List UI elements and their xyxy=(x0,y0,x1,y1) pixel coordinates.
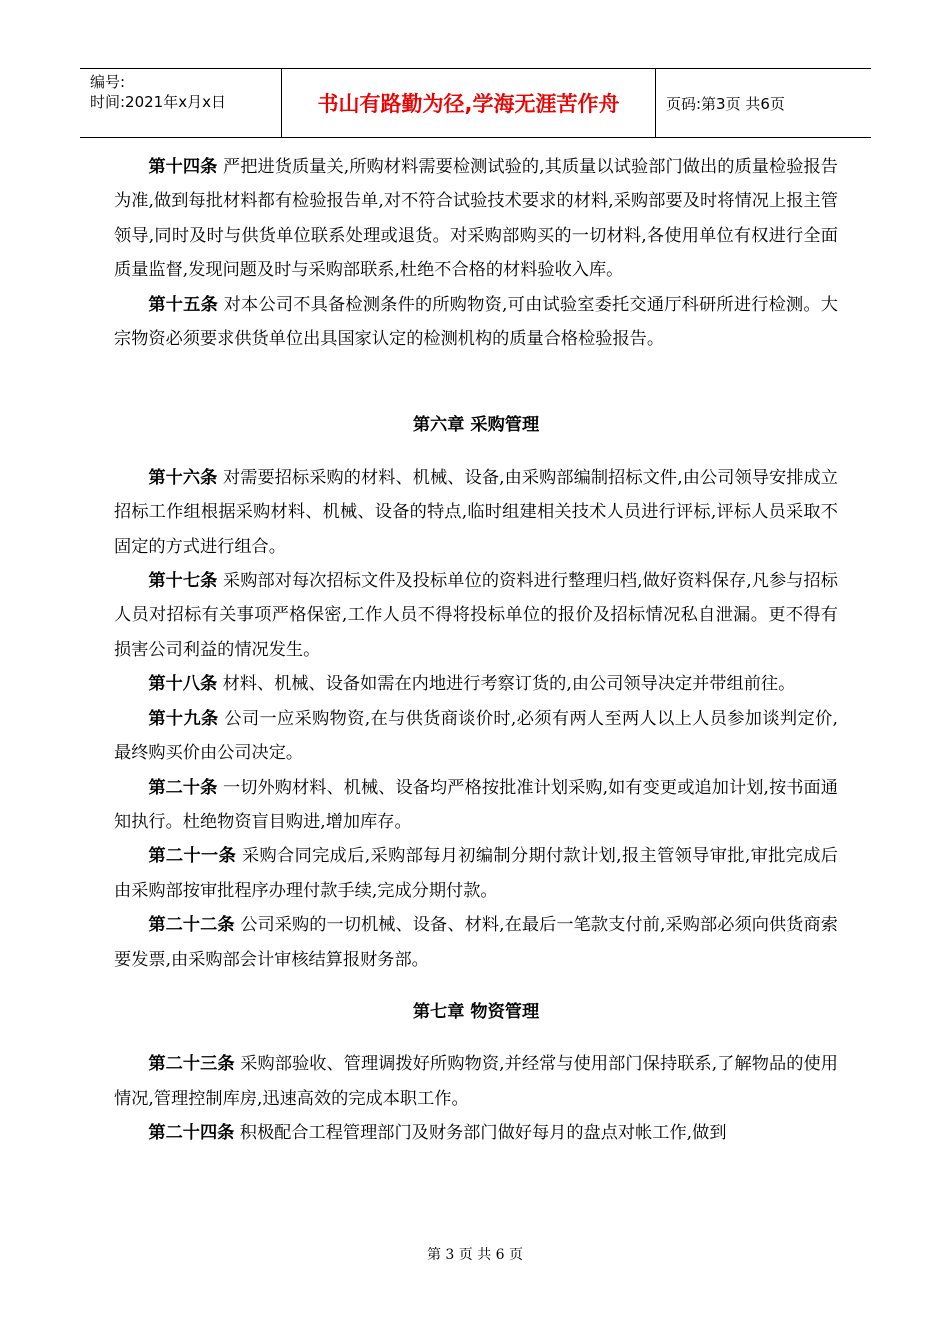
article-text: 采购合同完成后,采购部每月初编制分期付款计划,报主管领导审批,审批完成后由采购部按审批程序办理付款手续,完成分期付款。 xyxy=(114,846,838,901)
article-text: 一切外购材料、机械、设备均严格按批准计划采购,如有变更或追加计划,按书面通知执行。杜绝物资盲目购进,增加库存。 xyxy=(114,777,838,832)
document-header xyxy=(80,68,871,138)
article-title: 第十六条 xyxy=(148,467,218,488)
article-text: 采购部对每次招标文件及投标单位的资料进行整理归档,做好资料保存,凡参与招标人员对招标有关事项严格保密,工作人员不得将投标单位的报价及招标情况私自泄漏。更不得有损害公司利益的情况发生。 xyxy=(114,571,838,660)
article-title: 第十四条 xyxy=(148,157,218,177)
article-text: 公司一应采购物资,在与供货商谈价时,必须有两人至两人以上人员参加谈判定价,最终购买价由公司决定。 xyxy=(114,708,838,764)
article-text: 材料、机械、设备如需在内地进行考察订货的,由公司领导决定并带组前往。 xyxy=(217,674,796,695)
article-20 xyxy=(114,771,838,840)
article-title: 第十七条 xyxy=(148,571,218,592)
article-18 xyxy=(114,667,838,701)
header-meta xyxy=(80,69,282,137)
document-body xyxy=(114,150,838,1151)
header-motto: 书山有路勤为径,学海无涯苦作舟 xyxy=(282,69,656,137)
article-text: 积极配合工程管理部门及财务部门做好每月的盘点对帐工作,做到 xyxy=(234,1123,727,1144)
article-21 xyxy=(114,839,838,908)
time-label: 时间:2021年x月x日 xyxy=(90,93,226,111)
article-23 xyxy=(114,1047,838,1116)
article-title: 第二十三条 xyxy=(148,1054,235,1075)
article-19 xyxy=(114,702,838,771)
article-17 xyxy=(114,564,838,667)
chapter-7-heading: 第七章 物资管理 xyxy=(412,1001,540,1022)
article-text: 对本公司不具备检测条件的所购物资,可由试验室委托交通厅科研所进行检测。大宗物资必须要求供货单位出具国家认定的检测机构的质量合格检验报告。 xyxy=(114,294,838,350)
article-text: 采购部验收、管理调拨好所购物资,并经常与使用部门保持联系,了解物品的使用情况,管理控制库房,迅速高效的完成本职工作。 xyxy=(114,1054,838,1109)
article-title: 第二十条 xyxy=(148,777,218,798)
article-title: 第二十二条 xyxy=(148,915,235,936)
article-text: 对需要招标采购的材料、机械、设备,由采购部编制招标文件,由公司领导安排成立招标工作组根据采购材料、机械、设备的特点,临时组建相关技术人员进行评标,评标人员采取不固定的方式进行组合。 xyxy=(114,467,838,557)
article-text: 严把进货质量关,所购材料需要检测试验的,其质量以试验部门做出的质量检验报告为准,做到每批材料都有检验报告单,对不符合试验技术要求的材料,采购部要及时将情况上报主管领导,同时及时与供货单位联系处理或退货。对采购部购买的一切材料,各使用单位有权进行全面质量监督,发现问题及时与采购部联系,杜绝不合格的材料验收入库。 xyxy=(114,157,838,281)
article-title: 第十八条 xyxy=(148,674,218,695)
chapter-6-heading: 第六章 采购管理 xyxy=(412,415,540,436)
article-title: 第二十四条 xyxy=(148,1123,235,1144)
article-text: 公司采购的一切机械、设备、材料,在最后一笔款支付前,采购部必须向供货商索要发票,由采购部会计审核结算报财务部。 xyxy=(114,915,838,970)
article-title: 第十五条 xyxy=(148,294,218,315)
page-footer: 第 3 页 共 6 页 xyxy=(426,1247,524,1263)
article-24 xyxy=(114,1116,838,1150)
number-label: 编号: xyxy=(90,73,126,91)
article-14 xyxy=(114,150,838,288)
article-16 xyxy=(114,461,838,564)
article-title: 第十九条 xyxy=(148,708,219,729)
header-page-label: 页码:第3页 共6页 xyxy=(666,94,785,113)
article-15 xyxy=(114,288,838,357)
article-22 xyxy=(114,908,838,977)
article-title: 第二十一条 xyxy=(148,846,237,867)
